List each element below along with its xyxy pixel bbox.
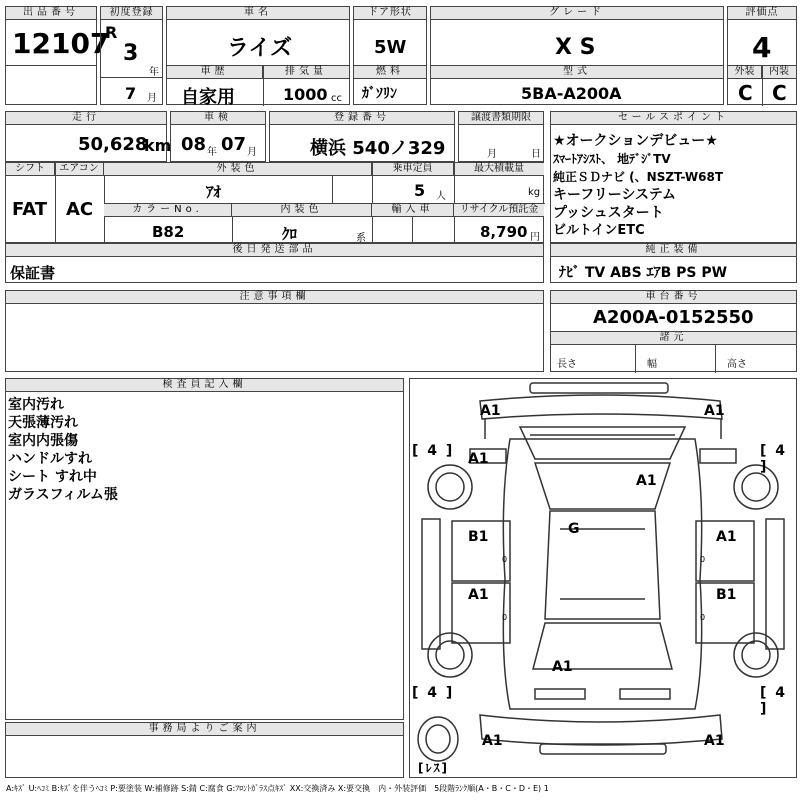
inspection-label: 車検 <box>171 112 265 125</box>
plate: 横浜 540ノ329 <box>310 138 446 159</box>
zero-mark: 0 <box>502 555 508 564</box>
fuel: ｶﾞｿﾘﾝ <box>362 86 397 102</box>
later-parts-box <box>5 243 544 283</box>
model-label: 型式 <box>431 66 723 79</box>
interior-grade: C <box>772 81 787 105</box>
displacement-label: 排気量 <box>263 66 349 79</box>
score-label: 評価点 <box>728 7 796 20</box>
chassis-box <box>550 290 797 372</box>
interior-color-label: 内装色 <box>232 204 372 217</box>
inspector-notes <box>8 396 118 504</box>
notes-box <box>5 290 544 372</box>
grade-label: グレード <box>431 7 723 20</box>
damage-mark: A1 <box>704 733 725 749</box>
sales-line: 純正ＳＤナビ (、NSZT-W68T <box>553 170 724 184</box>
mileage-label: 走行 <box>6 112 166 125</box>
grade: X S <box>555 35 596 60</box>
door-label: ドア形状 <box>354 7 426 20</box>
mileage-unit: km <box>144 136 172 155</box>
transfer-box <box>458 111 544 162</box>
car-diagram-box <box>409 378 797 778</box>
tire-tread: [ 4 ] <box>412 443 455 459</box>
exterior-grade: C <box>738 81 753 105</box>
zero-mark: 0 <box>700 613 706 622</box>
tire-tread: [ 4 ] <box>412 685 455 701</box>
mileage: 50,628 <box>78 134 148 155</box>
notes-label: 注意事項欄 <box>6 291 543 304</box>
reg-year: 3 <box>123 41 139 66</box>
interior-color: ｸﾛ <box>282 225 298 243</box>
ac: AC <box>66 199 94 220</box>
shift-label: シフト <box>6 163 55 176</box>
later-parts-label: 後日発送部品 <box>6 244 543 257</box>
sales-line: プッシュスタート <box>553 205 664 221</box>
era: R <box>105 23 118 42</box>
displacement-unit: cc <box>331 93 342 104</box>
sales-points-label: セールスポイント <box>551 112 796 125</box>
spec-width: 幅 <box>647 359 657 370</box>
damage-mark: A1 <box>636 473 657 489</box>
sales-line: ｽﾏｰﾄｱｼｽﾄ、 地ﾃﾞｼﾞTV <box>553 152 671 166</box>
capacity: 5 <box>414 181 426 200</box>
inspector-box <box>5 378 404 720</box>
transfer-month-unit: 月 <box>487 149 497 160</box>
plate-label: 登録番号 <box>270 112 454 125</box>
spare-tire: [ﾚｽ] <box>418 761 449 775</box>
shift: FAT <box>12 199 48 220</box>
transfer-label: 譲渡書類期限 <box>459 112 543 125</box>
transfer-day-unit: 日 <box>531 149 541 160</box>
year-unit: 年 <box>149 67 159 78</box>
damage-mark: A1 <box>482 733 503 749</box>
lot-box <box>5 6 110 105</box>
inspector-line: シート すれ中 <box>8 469 97 485</box>
color-label: 外装色 <box>104 163 372 176</box>
registration-label: 初度登録 <box>101 7 162 20</box>
later-parts: 保証書 <box>10 264 56 282</box>
color-no: B82 <box>152 223 185 241</box>
car-name-label: 車名 <box>167 7 349 20</box>
inspection-year-unit: 年 <box>207 147 217 158</box>
recycle: 8,790 <box>480 223 528 241</box>
equipment: ﾅﾋﾞ TV ABS ｴｱB PS PW <box>559 265 728 281</box>
mileage-box <box>5 111 172 162</box>
equipment-label: 純正装備 <box>551 244 796 257</box>
inspector-line: 室内汚れ <box>8 397 64 413</box>
plate-box <box>269 111 455 162</box>
color-no-label: カラーNo. <box>104 204 232 217</box>
sales-line: ★オークションデビュー★ <box>553 133 718 149</box>
lot-label: 出品番号 <box>6 7 96 20</box>
capacity-unit: 人 <box>436 191 446 202</box>
score-box <box>727 6 797 105</box>
damage-mark: A1 <box>716 529 737 545</box>
sales-points-list <box>553 132 723 240</box>
inspector-line: ガラスフィルム張 <box>8 487 118 503</box>
damage-mark: A1 <box>552 659 573 675</box>
reg-month: 7 <box>125 84 137 103</box>
registration-box <box>100 6 163 105</box>
inspector-line: ハンドルすれ <box>8 451 92 467</box>
inspector-line: 室内内張傷 <box>8 433 78 449</box>
chassis-number: A200A-0152550 <box>593 307 754 328</box>
equipment-box <box>550 243 797 283</box>
door-box <box>353 6 427 105</box>
displacement: 1000 <box>283 85 328 104</box>
damage-mark: G <box>568 521 580 537</box>
score: 4 <box>752 31 772 64</box>
inspector-label: 検査員記入欄 <box>6 379 403 392</box>
sales-line: キーフリーシステム <box>553 187 677 203</box>
import-label: 輸入車 <box>372 204 454 217</box>
door: 5W <box>374 37 407 58</box>
inspection-month-unit: 月 <box>247 147 257 158</box>
spec-height: 高さ <box>727 359 747 370</box>
inspection-box <box>170 111 266 162</box>
load-label: 最大積載量 <box>454 163 544 176</box>
office-box <box>5 722 404 778</box>
color: ｱｵ <box>206 183 222 201</box>
recycle-label: リサイクル預託金 <box>454 204 544 217</box>
tire-tread: [ 4 ] <box>760 685 788 717</box>
damage-mark: B1 <box>468 529 489 545</box>
grade-box <box>430 6 724 105</box>
spec-length: 長さ <box>557 359 577 370</box>
inspection-month: 07 <box>221 134 247 155</box>
ac-label: エアコン <box>55 163 104 176</box>
interior-label: 内装 <box>762 66 796 79</box>
car-name-box <box>166 6 350 108</box>
month-unit: 月 <box>147 93 157 104</box>
lot-number: 12107 <box>12 27 110 60</box>
zero-mark: 0 <box>700 555 706 564</box>
interior-color-unit: 系 <box>356 233 366 244</box>
load-unit: kg <box>528 187 541 198</box>
damage-mark: A1 <box>468 587 489 603</box>
recycle-unit: 円 <box>530 232 540 243</box>
damage-mark: A1 <box>468 451 489 467</box>
details-box <box>5 162 544 243</box>
inspection-year: 08 <box>181 134 207 155</box>
model: 5BA-A200A <box>521 84 622 103</box>
damage-mark: A1 <box>704 403 725 419</box>
history-label: 車歴 <box>167 66 263 79</box>
chassis-label: 車台番号 <box>551 291 796 304</box>
tire-tread: [ 4 ] <box>760 443 788 475</box>
office-label: 事務局よりご案内 <box>6 723 403 736</box>
car-diagram <box>410 379 796 777</box>
damage-mark: A1 <box>480 403 501 419</box>
capacity-label: 乗車定員 <box>372 163 454 176</box>
specs-label: 諸元 <box>551 332 796 345</box>
fuel-label: 燃料 <box>354 66 426 79</box>
sales-points-box <box>550 111 797 243</box>
damage-mark: B1 <box>716 587 737 603</box>
inspector-line: 天張薄汚れ <box>8 415 78 431</box>
history: 自家用 <box>181 87 235 108</box>
sales-line: ビルトインETC <box>553 223 645 238</box>
car-name: ライズ <box>227 36 293 61</box>
zero-mark: 0 <box>502 613 508 622</box>
legend: A:ｷｽﾞ U:ﾍｺﾐ B:ｷｽﾞを伴うﾍｺﾐ P:要塗装 W:補修跡 S:錆 C:腐食 G:ﾌﾛﾝﾄｶﾞﾗｽ点ｷｽﾞ XX:交換済み X:要交換 内・外装評価 5段階ﾗﾝｸ順(A・B・C・D・E) 1 <box>6 784 549 793</box>
exterior-label: 外装 <box>728 66 762 79</box>
